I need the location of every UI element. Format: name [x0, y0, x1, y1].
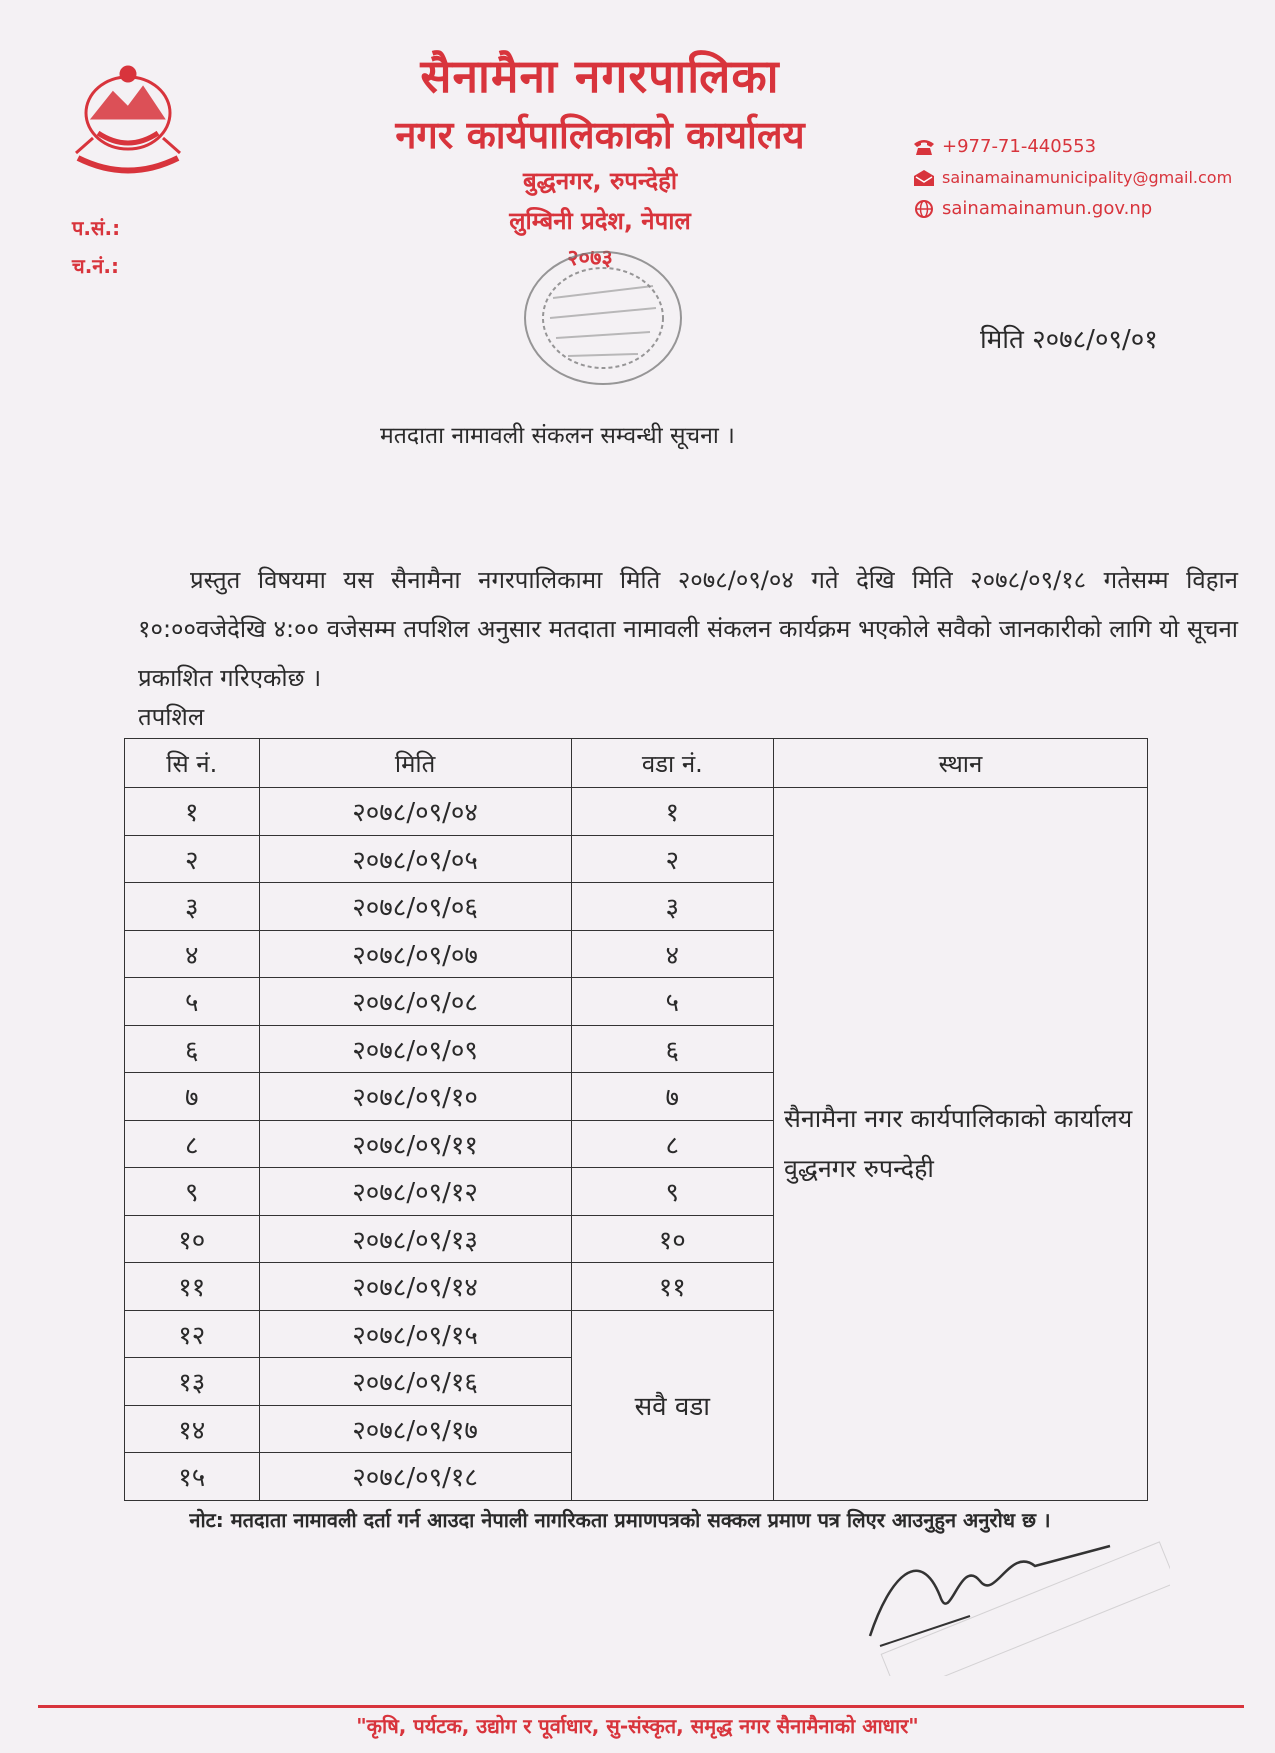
header-serial: सि नं.	[125, 739, 260, 788]
details-label: तपशिल	[138, 703, 205, 731]
serial-cell: १	[125, 788, 260, 836]
date-cell: २०७८/०९/०७	[259, 930, 571, 978]
header-ward: वडा नं.	[571, 739, 773, 788]
date-cell: २०७८/०९/०९	[259, 1025, 571, 1073]
serial-cell: ७	[125, 1073, 260, 1121]
footer-slogan: "कृषि, पर्यटक, उद्योग र पूर्वाधार, सु-संस्कृत, समृद्ध नगर सैनामैनाको आधार"	[356, 1714, 919, 1738]
serial-cell: ११	[125, 1263, 260, 1311]
org-name: सैनामैना नगरपालिका	[420, 49, 780, 103]
date-cell: २०७८/०९/१७	[259, 1405, 571, 1453]
serial-cell: ८	[125, 1120, 260, 1168]
date-cell: २०७८/०९/०५	[259, 835, 571, 883]
table-header-row	[125, 739, 1148, 788]
schedule-table	[124, 738, 1148, 1501]
cn-label: च.नं.:	[72, 254, 119, 278]
contact-website	[912, 198, 1152, 219]
date-cell: २०७८/०९/१३	[259, 1215, 571, 1263]
all-wards-cell: सवै वडा	[571, 1310, 773, 1500]
serial-cell: १३	[125, 1358, 260, 1406]
serial-cell: ३	[125, 883, 260, 931]
date-cell: २०७८/०९/१६	[259, 1358, 571, 1406]
date-cell: २०७८/०९/११	[259, 1120, 571, 1168]
serial-cell: १२	[125, 1310, 260, 1358]
established-year: २०७३	[567, 246, 613, 271]
date-cell: २०७८/०९/०८	[259, 978, 571, 1026]
office-address: बुद्धनगर, रुपन्देही	[522, 167, 678, 195]
ward-cell: ९	[571, 1168, 773, 1216]
office-seal-stamp	[508, 238, 698, 398]
serial-cell: १५	[125, 1453, 260, 1501]
notice-date: मिति २०७८/०९/०१	[980, 325, 1158, 355]
officer-signature-stamp	[850, 1486, 1170, 1676]
date-cell: २०७८/०९/१२	[259, 1168, 571, 1216]
place-cell: सैनामैना नगर कार्यपालिकाको कार्यालय वुद्धनगर रुपन्देही	[773, 788, 1147, 1501]
date-cell: २०७८/०९/१५	[259, 1310, 571, 1358]
phone-number: +977-71-440553	[942, 136, 1097, 157]
ward-cell: २	[571, 835, 773, 883]
ward-cell: ६	[571, 1025, 773, 1073]
ward-cell: ३	[571, 883, 773, 931]
ward-cell: ४	[571, 930, 773, 978]
date-cell: २०७८/०९/१४	[259, 1263, 571, 1311]
date-cell: २०७८/०९/१०	[259, 1073, 571, 1121]
notice-subject: मतदाता नामावली संकलन सम्वन्धी सूचना ।	[380, 423, 735, 449]
ward-cell: ८	[571, 1120, 773, 1168]
serial-cell: २	[125, 835, 260, 883]
contact-email	[912, 168, 1232, 187]
serial-cell: ५	[125, 978, 260, 1026]
serial-cell: १०	[125, 1215, 260, 1263]
date-cell: २०७८/०९/०४	[259, 788, 571, 836]
ward-cell: १०	[571, 1215, 773, 1263]
office-name: नगर कार्यपालिकाको कार्यालय	[395, 113, 805, 157]
ward-cell: ७	[571, 1073, 773, 1121]
footer-divider	[38, 1705, 1244, 1708]
serial-cell: ९	[125, 1168, 260, 1216]
ward-cell: ५	[571, 978, 773, 1026]
website-url: sainamainamun.gov.np	[942, 198, 1153, 219]
email-icon	[912, 169, 936, 187]
date-cell: २०७८/०९/१८	[259, 1453, 571, 1501]
ward-cell: ११	[571, 1263, 773, 1311]
email-address: sainamainamunicipality@gmail.com	[942, 168, 1233, 187]
office-province: लुम्बिनी प्रदेश, नेपाल	[509, 207, 691, 235]
contact-phone	[912, 136, 1096, 157]
ps-label: प.सं.:	[72, 216, 121, 240]
header-place: स्थान	[773, 739, 1147, 788]
nepal-emblem-icon	[58, 58, 198, 178]
serial-cell: ४	[125, 930, 260, 978]
table-row	[125, 788, 1148, 836]
ward-cell: १	[571, 788, 773, 836]
notice-body: प्रस्तुत विषयमा यस सैनामैना नगरपालिकामा मिति २०७८/०९/०४ गते देखि मिति २०७८/०९/१८ गतेसम्म विहान १०:००वजेदेखि ४:०० वजेसम्म तपशिल अनुसार मतदाता नामावली संकलन कार्यक्रम भएकोले सवैको जानकारीको लागि यो सूचना प्रकाशित गरिएकोछ ।	[138, 566, 1238, 692]
globe-icon	[912, 200, 936, 218]
date-cell: २०७८/०९/०६	[259, 883, 571, 931]
phone-icon	[912, 138, 936, 156]
serial-cell: १४	[125, 1405, 260, 1453]
notice-note: नोट: मतदाता नामावली दर्ता गर्न आउदा नेपाली नागरिकता प्रमाणपत्रको सक्कल प्रमाण पत्र लिएर आउनुहुन अनुरोध छ ।	[189, 1508, 1051, 1532]
serial-cell: ६	[125, 1025, 260, 1073]
header-date: मिति	[259, 739, 571, 788]
